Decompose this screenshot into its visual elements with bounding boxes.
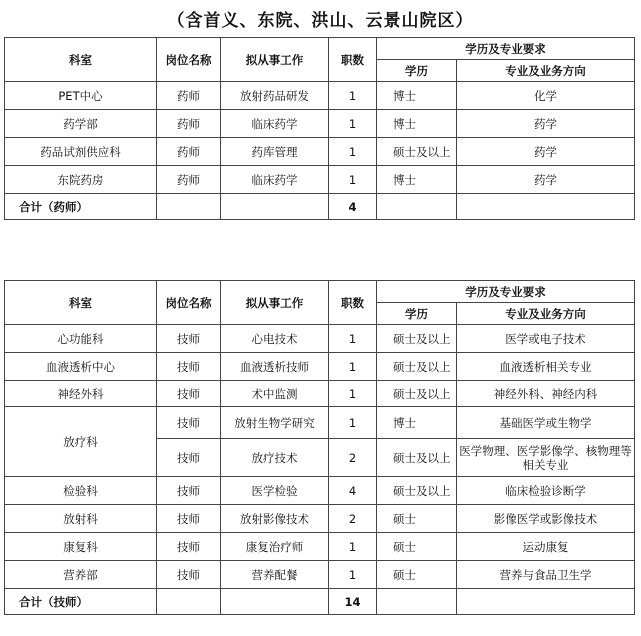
- cell-major: 化学: [457, 82, 635, 110]
- cell-position: 技师: [157, 505, 221, 533]
- cell-dept: 东院药房: [5, 166, 157, 194]
- total-row: [5, 589, 635, 615]
- table-row: [5, 407, 635, 439]
- cell-position: 技师: [157, 477, 221, 505]
- table-row: [5, 110, 635, 138]
- cell-position: 技师: [157, 439, 221, 477]
- pharmacist-table: [4, 37, 635, 220]
- header-position: 岗位名称: [157, 281, 221, 325]
- header-work: 拟从事工作: [221, 38, 329, 82]
- empty-cell: [457, 194, 635, 220]
- table-row: [5, 533, 635, 561]
- cell-count: 1: [329, 353, 377, 381]
- cell-major: 运动康复: [457, 533, 635, 561]
- cell-count: 1: [329, 561, 377, 589]
- cell-dept: 检验科: [5, 477, 157, 505]
- cell-position: 技师: [157, 533, 221, 561]
- header-education: 学历: [377, 60, 457, 82]
- cell-education: 硕士及以上: [377, 353, 457, 381]
- cell-major: 药学: [457, 110, 635, 138]
- header-count: 职数: [329, 281, 377, 325]
- empty-cell: [221, 589, 329, 615]
- cell-dept: 药品试剂供应科: [5, 138, 157, 166]
- cell-work: 康复治疗师: [221, 533, 329, 561]
- cell-education: 硕士及以上: [377, 138, 457, 166]
- cell-work: 术中监测: [221, 381, 329, 407]
- cell-education: 硕士: [377, 561, 457, 589]
- cell-education: 博士: [377, 82, 457, 110]
- cell-count: 1: [329, 325, 377, 353]
- header-requirements: 学历及专业要求: [377, 38, 635, 60]
- page-title: （含首义、东院、洪山、云景山院区）: [167, 11, 474, 31]
- cell-education: 硕士及以上: [377, 477, 457, 505]
- cell-education: 硕士及以上: [377, 381, 457, 407]
- header-education: 学历: [377, 303, 457, 325]
- cell-major: 药学: [457, 166, 635, 194]
- cell-major: 医学物理、医学影像学、核物理等相关专业: [457, 439, 635, 477]
- cell-dept: 营养部: [5, 561, 157, 589]
- header-work: 拟从事工作: [221, 281, 329, 325]
- cell-count: 1: [329, 407, 377, 439]
- cell-position: 技师: [157, 381, 221, 407]
- cell-major: 神经外科、神经内科: [457, 381, 635, 407]
- cell-work: 放疗技术: [221, 439, 329, 477]
- cell-major: 影像医学或影像技术: [457, 505, 635, 533]
- cell-dept: 康复科: [5, 533, 157, 561]
- cell-position: 药师: [157, 166, 221, 194]
- cell-count: 4: [329, 477, 377, 505]
- table-row: [5, 477, 635, 505]
- header-major: 专业及业务方向: [457, 303, 635, 325]
- cell-count: 1: [329, 533, 377, 561]
- cell-work: 临床药学: [221, 166, 329, 194]
- cell-work: 放射影像技术: [221, 505, 329, 533]
- cell-major: 基础医学或生物学: [457, 407, 635, 439]
- cell-education: 博士: [377, 110, 457, 138]
- cell-dept: 心功能科: [5, 325, 157, 353]
- cell-count: 1: [329, 110, 377, 138]
- cell-work: 临床药学: [221, 110, 329, 138]
- table-row: [5, 561, 635, 589]
- cell-count: 2: [329, 505, 377, 533]
- cell-work: 医学检验: [221, 477, 329, 505]
- technician-table: [4, 280, 635, 615]
- empty-cell: [457, 589, 635, 615]
- cell-count: 1: [329, 166, 377, 194]
- cell-dept: 放疗科: [5, 407, 157, 477]
- total-row: [5, 194, 635, 220]
- cell-major: 营养与食品卫生学: [457, 561, 635, 589]
- cell-dept: 药学部: [5, 110, 157, 138]
- cell-major: 血液透析相关专业: [457, 353, 635, 381]
- cell-major: 临床检验诊断学: [457, 477, 635, 505]
- table-row: [5, 353, 635, 381]
- cell-position: 药师: [157, 110, 221, 138]
- cell-position: 技师: [157, 407, 221, 439]
- header-count: 职数: [329, 38, 377, 82]
- cell-education: 博士: [377, 407, 457, 439]
- empty-cell: [377, 589, 457, 615]
- header-position: 岗位名称: [157, 38, 221, 82]
- cell-count: 1: [329, 381, 377, 407]
- table-row: [5, 505, 635, 533]
- cell-education: 硕士: [377, 533, 457, 561]
- header-dept: 科室: [5, 38, 157, 82]
- table-row: [5, 325, 635, 353]
- cell-major: 药学: [457, 138, 635, 166]
- cell-count: 1: [329, 82, 377, 110]
- cell-position: 技师: [157, 561, 221, 589]
- header-requirements: 学历及专业要求: [377, 281, 635, 303]
- cell-education: 硕士及以上: [377, 439, 457, 477]
- total-label: 合计（技师）: [5, 589, 157, 615]
- cell-work: 血液透析技师: [221, 353, 329, 381]
- header-major: 专业及业务方向: [457, 60, 635, 82]
- cell-work: 药库管理: [221, 138, 329, 166]
- cell-position: 技师: [157, 325, 221, 353]
- cell-dept: 血液透析中心: [5, 353, 157, 381]
- total-count: 4: [329, 194, 377, 220]
- cell-position: 技师: [157, 353, 221, 381]
- table-row: [5, 166, 635, 194]
- cell-position: 药师: [157, 138, 221, 166]
- empty-cell: [377, 194, 457, 220]
- cell-education: 博士: [377, 166, 457, 194]
- empty-cell: [157, 194, 221, 220]
- cell-work: 放射生物学研究: [221, 407, 329, 439]
- table-row: [5, 82, 635, 110]
- table-row: [5, 381, 635, 407]
- cell-work: 心电技术: [221, 325, 329, 353]
- table-row: [5, 138, 635, 166]
- cell-dept: 神经外科: [5, 381, 157, 407]
- cell-dept: 放射科: [5, 505, 157, 533]
- total-count: 14: [329, 589, 377, 615]
- cell-major: 医学或电子技术: [457, 325, 635, 353]
- cell-count: 2: [329, 439, 377, 477]
- cell-count: 1: [329, 138, 377, 166]
- empty-cell: [221, 194, 329, 220]
- cell-position: 药师: [157, 82, 221, 110]
- cell-education: 硕士及以上: [377, 325, 457, 353]
- cell-work: 放射药品研发: [221, 82, 329, 110]
- cell-dept: PET中心: [5, 82, 157, 110]
- header-dept: 科室: [5, 281, 157, 325]
- cell-education: 硕士: [377, 505, 457, 533]
- cell-work: 营养配餐: [221, 561, 329, 589]
- total-label: 合计（药师）: [5, 194, 157, 220]
- empty-cell: [157, 589, 221, 615]
